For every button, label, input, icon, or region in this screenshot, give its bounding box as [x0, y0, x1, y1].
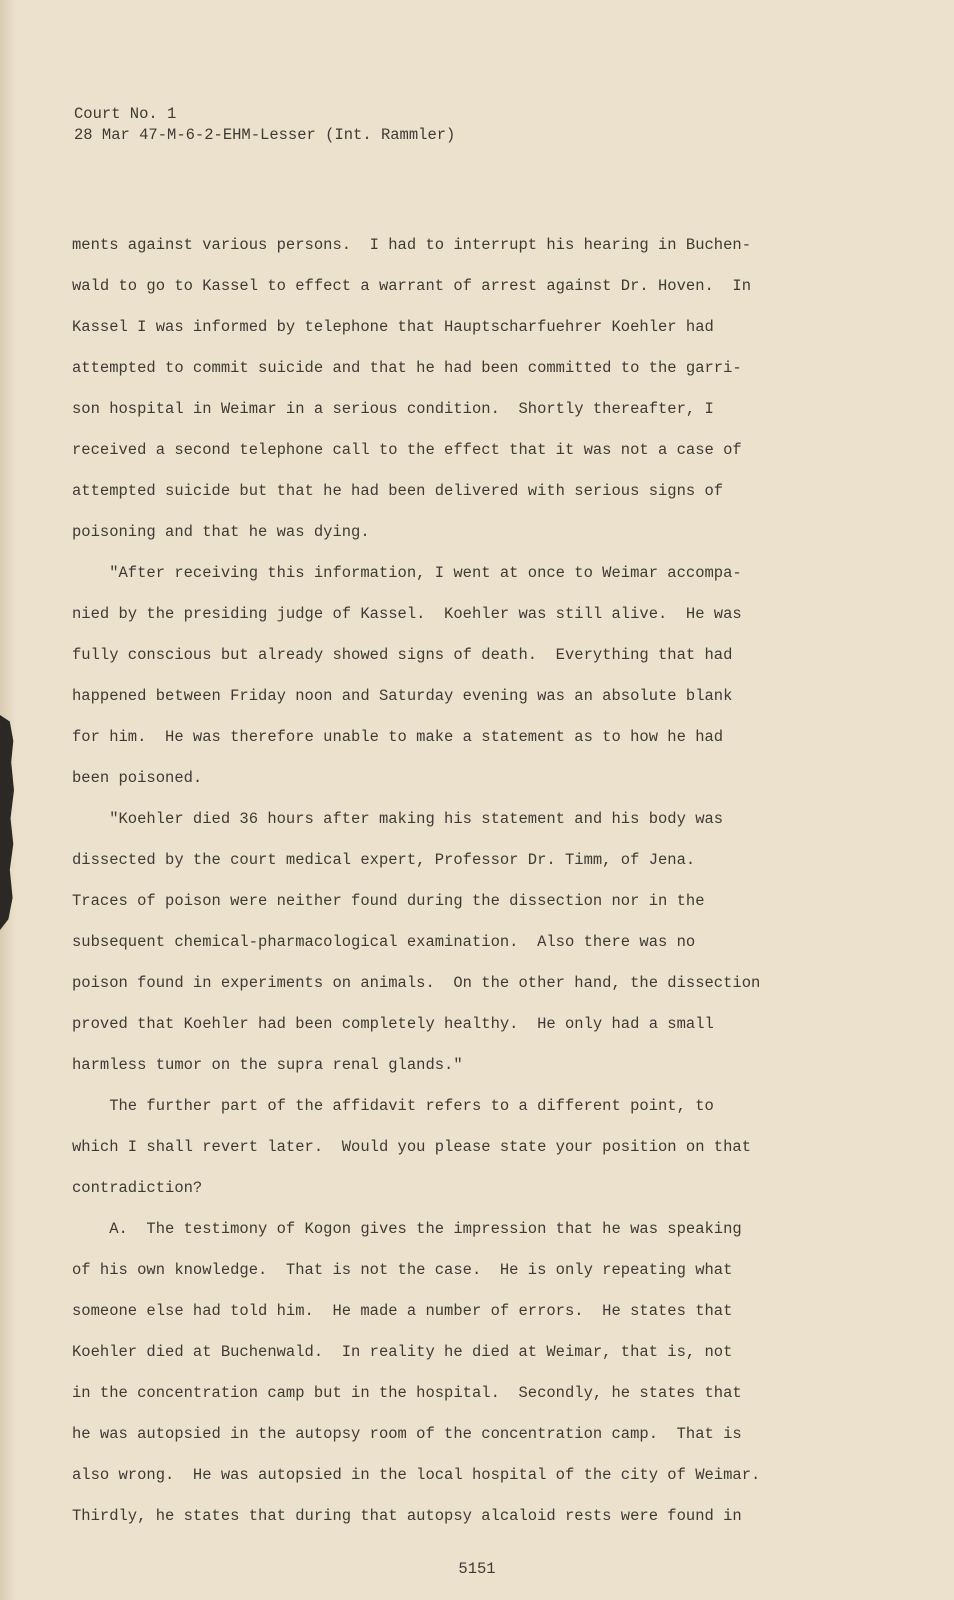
text-line: proved that Koehler had been completely healthy. He only had a small — [72, 1015, 714, 1033]
text-line: for him. He was therefore unable to make a statement as to how he had — [72, 728, 724, 746]
text-line: contradiction? — [72, 1179, 203, 1197]
text-line: Koehler died at Buchenwald. In reality he died at Weimar, that is, not — [72, 1343, 733, 1361]
text-line: fully conscious but already showed signs of death. Everything that had — [72, 646, 733, 664]
text-line: been poisoned. — [72, 769, 203, 787]
text-line: A. The testimony of Kogon gives the impression that he was speaking — [72, 1220, 742, 1238]
session-reference: 28 Mar 47-M-6-2-EHM-Lesser (Int. Rammler) — [74, 126, 456, 144]
text-line: dissected by the court medical expert, Professor Dr. Timm, of Jena. — [72, 851, 696, 869]
page-number: 5151 — [458, 1560, 496, 1578]
text-line: The further part of the affidavit refers to a different point, to — [72, 1097, 714, 1115]
transcript-body — [72, 225, 842, 1537]
court-number: Court No. 1 — [74, 105, 177, 123]
text-line: attempted suicide but that he had been delivered with serious signs of — [72, 482, 724, 500]
text-line: poison found in experiments on animals. On the other hand, the dissection — [72, 974, 761, 992]
text-line: also wrong. He was autopsied in the local hospital of the city of Weimar. — [72, 1466, 761, 1484]
text-line: attempted to commit suicide and that he had been committed to the garri- — [72, 359, 742, 377]
text-line: harmless tumor on the supra renal glands." — [72, 1056, 463, 1074]
text-line: "After receiving this information, I went at once to Weimar accompa- — [72, 564, 742, 582]
text-line: which I shall revert later. Would you please state your position on that — [72, 1138, 752, 1156]
text-line: son hospital in Weimar in a serious condition. Shortly thereafter, I — [72, 400, 714, 418]
text-line: subsequent chemical-pharmacological examination. Also there was no — [72, 933, 696, 951]
text-line: poisoning and that he was dying. — [72, 523, 370, 541]
text-line: wald to go to Kassel to effect a warrant of arrest against Dr. Hoven. In — [72, 277, 752, 295]
text-line: ments against various persons. I had to interrupt his hearing in Buchen- — [72, 236, 752, 254]
text-line: "Koehler died 36 hours after making his statement and his body was — [72, 810, 724, 828]
text-line: Traces of poison were neither found during the dissection nor in the — [72, 892, 705, 910]
text-line: someone else had told him. He made a number of errors. He states that — [72, 1302, 733, 1320]
text-line: received a second telephone call to the effect that it was not a case of — [72, 441, 742, 459]
text-line: Kassel I was informed by telephone that Hauptscharfuehrer Koehler had — [72, 318, 714, 336]
document-header — [74, 104, 455, 146]
text-line: happened between Friday noon and Saturday evening was an absolute blank — [72, 687, 733, 705]
text-line: in the concentration camp but in the hospital. Secondly, he states that — [72, 1384, 742, 1402]
text-line: Thirdly, he states that during that autopsy alcaloid rests were found in — [72, 1507, 742, 1525]
text-line: of his own knowledge. That is not the case. He is only repeating what — [72, 1261, 733, 1279]
text-line: he was autopsied in the autopsy room of the concentration camp. That is — [72, 1425, 742, 1443]
text-line: nied by the presiding judge of Kassel. Koehler was still alive. He was — [72, 605, 742, 623]
